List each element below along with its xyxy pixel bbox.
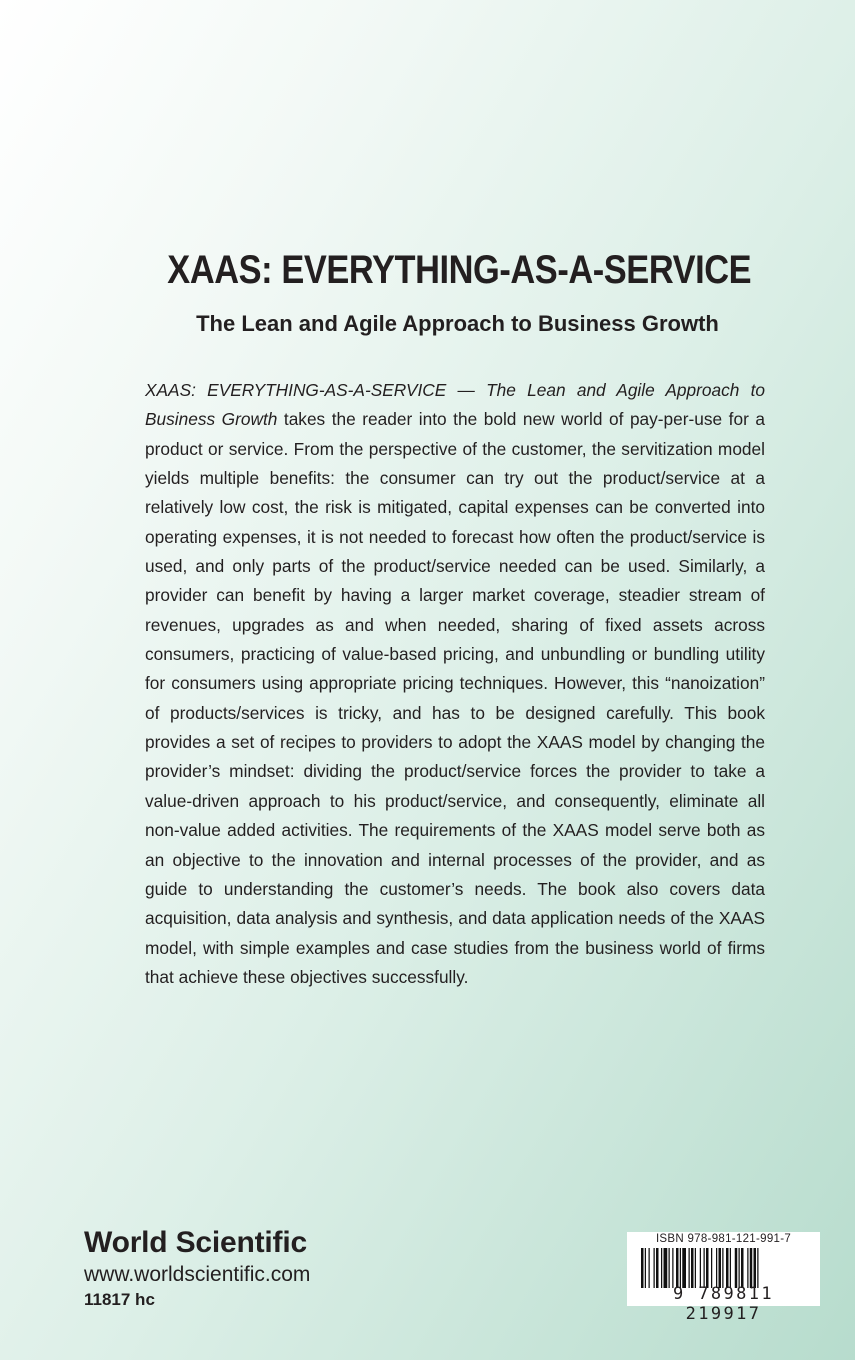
isbn-label: ISBN 978-981-121-991-7 [655, 1233, 792, 1245]
barcode-bar [722, 1248, 723, 1288]
isbn-barcode [627, 1232, 820, 1324]
description-text: takes the reader into the bold new world of pay-per-use for a product or service. From the perspective of the customer, the servitization model yields multiple benefits: the consumer can try out the product/service at a relatively low cost, the risk is mitigated, capital expenses can be converted into operating expenses, it is not needed to forecast how often the product/service is used, and only parts of the product/service needed can be used. Similarly, a provider can benefit by having a larger market coverage, steadier stream of revenues, upgrades as and when needed, sharing of fixed assets across consumers, practicing of value-based pricing, and unbundling or bundling utility for consumers using appropriate pricing techniques. However, this “nanoization” of products/services is tricky, and has to be designed carefully. This book provides a set of recipes to providers to adopt the XAAS model by changing the provider’s mindset: dividing the product/service forces the provider to take a value-driven approach to his product/service, and consequently, eliminate all non-value added activities. The requirements of the XAAS model serve both as an objective to the innovation and internal processes of the provider, and as guide to understanding the customer’s needs. The book also covers data acquisition, data analysis and synthesis, and data application needs of the XAAS model, with simple examples and case studies from the business world of firms that achieve these objectives successfully. [145, 409, 765, 987]
book-title: XAAS: EVERYTHING-AS-A-SERVICE [167, 248, 752, 292]
publisher-name: World Scientific [84, 1226, 307, 1259]
barcode-bar [704, 1248, 705, 1288]
barcode-bar [680, 1248, 681, 1288]
barcode-bar [645, 1248, 646, 1288]
barcode-bar [747, 1248, 748, 1288]
barcode-bar [669, 1248, 670, 1288]
barcode-bar [656, 1248, 659, 1288]
barcode-bar [682, 1248, 686, 1288]
barcode-bar [735, 1248, 738, 1288]
barcode-bar [719, 1248, 722, 1288]
barcode-bar [661, 1248, 662, 1288]
barcode-bar [700, 1248, 701, 1288]
barcode-bar [641, 1248, 644, 1288]
barcode-bar [695, 1248, 696, 1288]
barcode-bar [676, 1248, 679, 1288]
barcode-bar [741, 1248, 744, 1288]
publisher-url: www.worldscientific.com [84, 1263, 311, 1286]
barcode-digits: 9 789811 219917 [672, 1284, 775, 1324]
barcode-bar [757, 1248, 758, 1288]
barcode-bar [716, 1248, 717, 1288]
barcode-bar [726, 1248, 729, 1288]
book-subtitle: The Lean and Agile Approach to Business Growth [196, 311, 719, 336]
barcode-bar [706, 1248, 709, 1288]
barcode-bar [672, 1248, 673, 1288]
barcode-bars [641, 1248, 811, 1288]
barcode-bar [689, 1248, 690, 1288]
barcode-bar [691, 1248, 694, 1288]
barcode-bar [750, 1248, 753, 1288]
barcode-bar [649, 1248, 650, 1288]
barcode-bar [654, 1248, 655, 1288]
product-code: 11817 hc [84, 1290, 155, 1309]
description-italic-title: XAAS: EVERYTHING-AS-A-SERVICE — The Lean and Agile Approach to Business Growth [145, 380, 765, 430]
book-description [145, 376, 765, 992]
barcode-bar [664, 1248, 668, 1288]
barcode-bar [730, 1248, 731, 1288]
barcode-bar [754, 1248, 757, 1288]
barcode-bar [739, 1248, 740, 1288]
barcode-bar [711, 1248, 712, 1288]
